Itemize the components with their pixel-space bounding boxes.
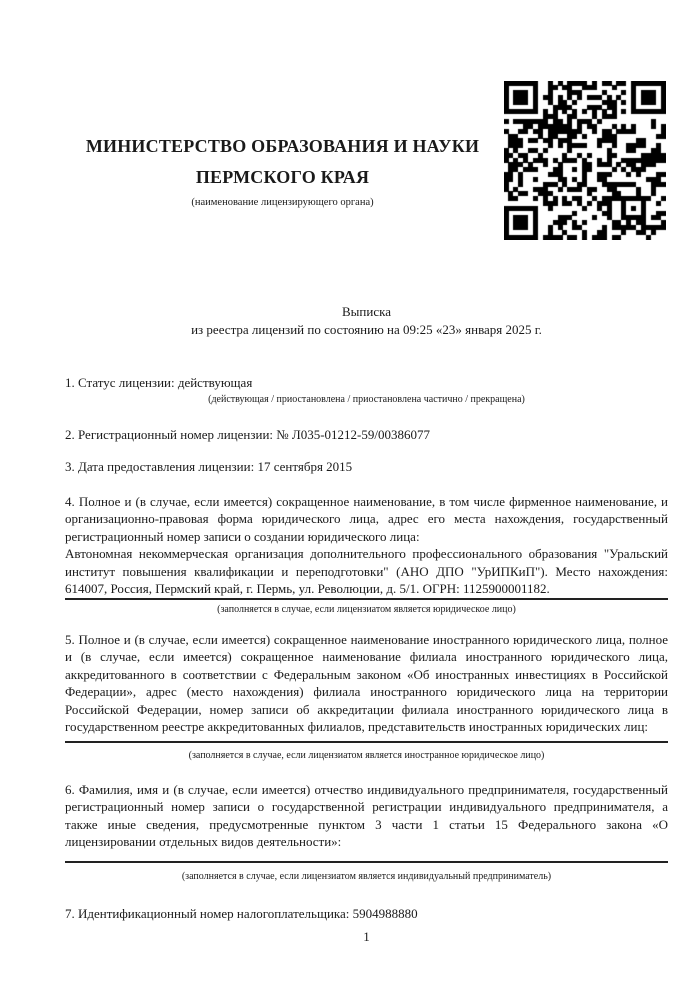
ministry-caption: (наименование лицензирующего органа)	[191, 197, 374, 208]
legal-entity-question: 4. Полное и (в случае, если имеется) сокращенное наименование, в том числе фирменное наименование, и организационно-правовая форма юридического лица, адрес его места нахождения, государственный регистрационный номер записи о создании юридического лица:	[65, 493, 668, 544]
entrepreneur-blank-line	[65, 861, 668, 863]
document-body	[65, 303, 668, 922]
page-number: 1	[363, 929, 370, 944]
foreign-entity-blank-line	[65, 741, 668, 743]
legal-entity-answer: Автономная некоммерческая организация дополнительного профессионального образования "Уральский институт повышения квалификации и переподготовки" (АНО ДПО "УрИПКиП"). Место нахождения: 614007, Россия, Пермский край, г. Пермь, ул. Революции, д. 5/1. ОГРН: 1125900001182.	[65, 546, 668, 596]
registration-number-item: 2. Регистрационный номер лицензии: № Л035-01212-59/00386077	[65, 426, 431, 442]
ministry-name-line1: МИНИСТЕРСТВО ОБРАЗОВАНИЯ И НАУКИ	[85, 136, 480, 156]
document-title	[65, 303, 668, 338]
license-status-note: (действующая / приостановлена / приостановлена частично / прекращена)	[208, 393, 525, 405]
foreign-entity-note: (заполняется в случае, если лицензиатом является иностранное юридическое лицо)	[188, 749, 545, 761]
document-title-line2: из реестра лицензий по состоянию на 09:25 «23» января 2025 г.	[191, 321, 542, 337]
ministry-name-line2: ПЕРМСКОГО КРАЯ	[195, 167, 370, 187]
qr-code-icon	[504, 81, 666, 240]
legal-entity-block	[65, 493, 668, 600]
grant-date-item: 3. Дата предоставления лицензии: 17 сентября 2015	[65, 459, 353, 474]
license-status-item: 1. Статус лицензии: действующая	[65, 375, 253, 390]
entrepreneur-question: 6. Фамилия, имя и (в случае, если имеется) отчество индивидуального предпринимателя, государственный регистрационный номер записи о государственной регистрации индивидуального предпринимателя, а также иные сведения, предусмотренные пунктом 3 части 1 статьи 15 Федерального закона «О лицензировании отдельных видов деятельности»:	[65, 781, 668, 849]
document-title-line1: Выписка	[342, 304, 391, 319]
foreign-entity-question: 5. Полное и (в случае, если имеется) сокращенное наименование иностранного юридического лица, полное и (в случае, если имеется) сокращенное наименование филиала иностранного юридического лица, аккредитованного в соответствии с Федеральным законом «Об иностранных инвестициях в Российской Федерации», адрес (место нахождения) филиала иностранного юридического лица на территории Российской Федерации, номер записи об аккредитации филиала иностранного юридического лица в государственном реестре аккредитованных филиалов, представительств иностранных юридических лиц:	[65, 631, 668, 734]
legal-entity-note: (заполняется в случае, если лицензиатом является юридическое лицо)	[217, 603, 516, 615]
entrepreneur-note: (заполняется в случае, если лицензиатом является индивидуальный предприниматель)	[181, 870, 552, 882]
taxpayer-id-item: 7. Идентификационный номер налогоплательщика: 5904988880	[65, 905, 418, 921]
ministry-header	[65, 131, 500, 209]
